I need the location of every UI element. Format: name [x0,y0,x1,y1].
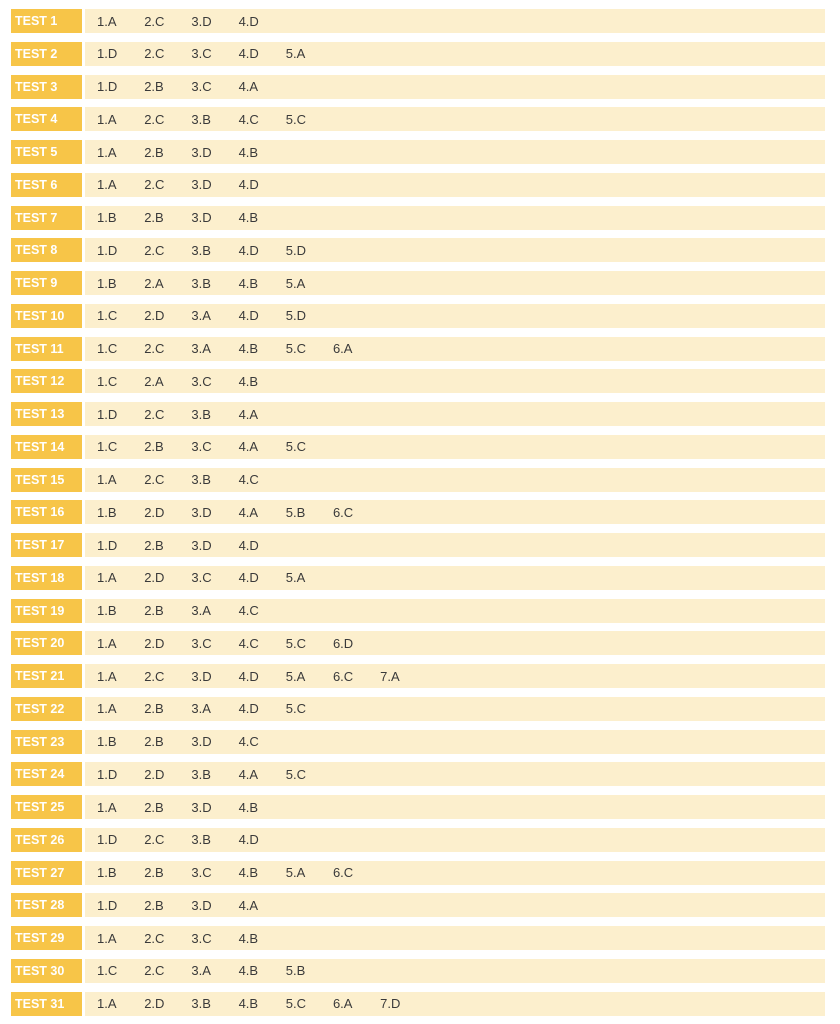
answer-item: 4.B [238,373,259,389]
answer-item: 1.A [97,996,117,1011]
answer-item: 4.D [238,242,259,258]
answer-item: 2.C [144,930,165,946]
answer-item: 3.D [191,177,212,193]
answer-item: 4.D [238,537,259,553]
answer-list [85,206,825,230]
answer-item: 3.B [191,832,211,848]
answer-item: 1.D [97,766,118,782]
answer-item: 3.C [191,46,212,62]
answer-item: 4.D [238,46,259,62]
answer-item: 2.B [144,701,164,717]
answer-item: 5.B [285,504,306,520]
answer-item: 4.B [238,144,259,160]
test-row [11,828,825,852]
answer-item: 1.A [97,144,117,160]
test-label: TEST 18 [11,566,82,590]
answer-item: 1.A [97,701,117,717]
answer-item: 5.A [285,46,306,62]
answer-item: 3.B [191,766,211,782]
answer-list [85,140,825,164]
answer-list [85,762,825,786]
answer-list [85,500,825,524]
answer-item: 1.A [97,570,117,586]
answer-item: 3.D [191,144,212,160]
answer-item: 5.A [285,570,306,586]
test-row [11,75,825,99]
answer-item: 2.D [144,570,165,586]
answer-item: 3.D [191,734,212,749]
answer-item: 1.D [97,46,118,62]
test-label: TEST 4 [11,107,82,131]
answer-item: 2.B [144,439,164,455]
answer-item: 4.A [238,897,259,913]
test-label: TEST 29 [11,926,82,950]
answer-item: 1.D [97,537,118,553]
answer-item: 4.C [238,635,259,651]
answer-item: 5.C [285,111,306,127]
test-label: TEST 21 [11,664,82,688]
answer-list [85,631,825,655]
answer-item: 2.B [144,799,164,815]
answer-item: 3.B [191,275,211,291]
test-label: TEST 3 [11,75,82,99]
test-label: TEST 2 [11,42,82,66]
answer-list [85,566,825,590]
answer-item: 1.A [97,13,117,29]
answer-item: 4.A [238,439,259,455]
answer-item: 3.B [191,242,211,258]
test-row [11,664,825,688]
answer-item: 4.D [238,832,259,848]
answer-item: 3.D [191,537,212,553]
answer-item: 3.A [191,701,211,717]
test-row [11,697,825,721]
test-row [11,992,825,1016]
test-label: TEST 15 [11,468,82,492]
answer-item: 3.D [191,210,212,225]
answer-item: 2.C [144,963,165,979]
test-label: TEST 11 [11,337,82,361]
test-row [11,107,825,131]
answer-list [85,42,825,66]
answer-item: 7.A [380,668,400,684]
test-row [11,435,825,459]
answer-item: 2.B [144,144,164,160]
answer-item: 3.C [191,79,212,94]
answer-item: 4.C [238,734,259,749]
answer-list [85,173,825,197]
answer-item: 1.C [97,373,118,389]
test-row [11,861,825,885]
answer-item: 1.A [97,472,117,487]
answer-item: 2.C [144,177,165,193]
answer-item: 5.C [285,439,306,455]
answer-item: 3.D [191,799,212,815]
answer-item: 3.B [191,472,211,487]
answer-item: 2.C [144,111,165,127]
answer-item: 3.C [191,865,212,880]
answer-item: 5.D [285,308,306,324]
test-label: TEST 6 [11,173,82,197]
answer-item: 5.A [285,275,306,291]
answer-item: 2.D [144,996,165,1011]
answer-item: 3.D [191,504,212,520]
test-label: TEST 5 [11,140,82,164]
answer-item: 4.B [238,341,259,356]
answer-list [85,75,825,99]
answer-item: 4.D [238,668,259,684]
answer-item: 4.B [238,799,259,815]
answer-item: 1.A [97,635,117,651]
answer-list [85,9,825,33]
answer-item: 6.A [332,341,353,356]
test-row [11,599,825,623]
answer-item: 2.B [144,603,164,618]
test-row [11,566,825,590]
answer-list [85,402,825,426]
answer-list [85,599,825,623]
test-row [11,762,825,786]
answer-item: 6.C [332,865,354,880]
answer-item: 1.D [97,406,118,422]
answer-list [85,664,825,688]
test-label: TEST 22 [11,697,82,721]
test-label: TEST 20 [11,631,82,655]
test-label: TEST 27 [11,861,82,885]
answer-item: 6.D [332,635,354,651]
answer-item: 1.C [97,439,118,455]
answer-item: 3.D [191,668,212,684]
test-row [11,304,825,328]
answer-item: 2.C [144,832,165,848]
answer-item: 1.D [97,79,118,94]
answer-item: 6.C [332,668,354,684]
answer-item: 4.A [238,504,259,520]
answer-item: 4.B [238,963,259,979]
answer-item: 4.B [238,996,259,1011]
test-label: TEST 14 [11,435,82,459]
answer-item: 3.C [191,930,212,946]
answer-item: 3.A [191,308,211,324]
test-row [11,631,825,655]
answer-item: 2.C [144,242,165,258]
test-row [11,926,825,950]
answer-item: 5.C [285,341,306,356]
test-label: TEST 19 [11,599,82,623]
answer-item: 5.C [285,996,306,1011]
answer-list [85,107,825,131]
answer-key-table [11,9,825,1024]
answer-list [85,893,825,917]
answer-list [85,730,825,754]
answer-item: 1.D [97,832,118,848]
test-row [11,959,825,983]
answer-item: 5.A [285,668,306,684]
answer-item: 4.C [238,603,259,618]
test-row [11,730,825,754]
answer-item: 3.A [191,963,211,979]
test-label: TEST 13 [11,402,82,426]
test-row [11,893,825,917]
answer-list [85,337,825,361]
answer-list [85,435,825,459]
answer-item: 1.D [97,897,118,913]
answer-item: 2.B [144,734,164,749]
answer-item: 4.D [238,13,259,29]
test-label: TEST 17 [11,533,82,557]
answer-item: 2.B [144,210,164,225]
answer-item: 1.A [97,930,117,946]
test-row [11,337,825,361]
answer-list [85,304,825,328]
answer-item: 4.C [238,472,259,487]
answer-item: 3.B [191,406,211,422]
test-label: TEST 9 [11,271,82,295]
answer-item: 2.D [144,766,165,782]
answer-list [85,533,825,557]
answer-item: 4.D [238,570,259,586]
test-label: TEST 10 [11,304,82,328]
answer-item: 1.B [97,504,117,520]
test-row [11,533,825,557]
test-row [11,140,825,164]
answer-item: 1.B [97,210,117,225]
answer-item: 6.C [332,504,354,520]
answer-item: 1.B [97,603,117,618]
answer-item: 1.D [97,242,118,258]
answer-item: 3.C [191,635,212,651]
answer-item: 3.D [191,897,212,913]
answer-list [85,697,825,721]
answer-item: 4.C [238,111,259,127]
answer-item: 3.A [191,341,211,356]
test-label: TEST 16 [11,500,82,524]
test-label: TEST 1 [11,9,82,33]
answer-list [85,795,825,819]
answer-item: 4.B [238,865,259,880]
answer-item: 1.C [97,308,118,324]
test-row [11,500,825,524]
answer-item: 5.D [285,242,306,258]
answer-list [85,369,825,393]
answer-item: 1.B [97,865,117,880]
test-label: TEST 8 [11,238,82,262]
answer-item: 4.A [238,406,259,422]
answer-list [85,828,825,852]
answer-item: 2.C [144,341,165,356]
test-row [11,271,825,295]
answer-item: 1.A [97,111,117,127]
answer-item: 3.C [191,373,212,389]
test-row [11,402,825,426]
answer-item: 2.C [144,46,165,62]
answer-item: 1.B [97,734,117,749]
answer-item: 1.A [97,177,117,193]
test-row [11,9,825,33]
answer-item: 2.C [144,406,165,422]
answer-item: 4.D [238,308,259,324]
answer-item: 5.C [285,766,306,782]
answer-item: 1.A [97,668,117,684]
answer-item: 2.B [144,537,164,553]
answer-item: 7.D [380,996,401,1011]
answer-item: 1.C [97,963,118,979]
answer-item: 4.B [238,275,259,291]
answer-item: 2.B [144,865,164,880]
answer-item: 4.A [238,79,259,94]
test-row [11,206,825,230]
answer-item: 2.D [144,308,165,324]
answer-item: 2.C [144,668,165,684]
answer-list [85,926,825,950]
answer-list [85,468,825,492]
test-row [11,42,825,66]
test-label: TEST 25 [11,795,82,819]
answer-item: 3.C [191,439,212,455]
test-label: TEST 30 [11,959,82,983]
answer-item: 4.D [238,701,259,717]
answer-item: 2.D [144,635,165,651]
answer-item: 4.B [238,210,259,225]
answer-item: 1.B [97,275,117,291]
answer-item: 4.D [238,177,259,193]
test-row [11,468,825,492]
answer-item: 3.D [191,13,212,29]
answer-list [85,861,825,885]
answer-item: 3.C [191,570,212,586]
answer-item: 3.A [191,603,211,618]
answer-list [85,959,825,983]
answer-item: 2.B [144,897,164,913]
test-label: TEST 26 [11,828,82,852]
answer-item: 2.C [144,472,165,487]
answer-item: 2.C [144,13,165,29]
answer-list [85,271,825,295]
test-label: TEST 12 [11,369,82,393]
answer-item: 3.B [191,111,211,127]
answer-item: 5.A [285,865,306,880]
test-row [11,238,825,262]
test-label: TEST 31 [11,992,82,1016]
answer-list [85,992,825,1016]
answer-item: 3.B [191,996,211,1011]
answer-item: 2.D [144,504,165,520]
test-label: TEST 24 [11,762,82,786]
answer-item: 5.C [285,701,306,717]
answer-item: 1.C [97,341,118,356]
answer-item: 4.A [238,766,259,782]
test-row [11,795,825,819]
test-label: TEST 7 [11,206,82,230]
answer-item: 2.A [144,373,164,389]
answer-item: 1.A [97,799,117,815]
answer-item: 5.B [285,963,306,979]
answer-item: 5.C [285,635,306,651]
test-row [11,369,825,393]
answer-list [85,238,825,262]
test-label: TEST 28 [11,893,82,917]
answer-item: 6.A [332,996,353,1011]
answer-item: 4.B [238,930,259,946]
test-row [11,173,825,197]
answer-item: 2.A [144,275,164,291]
answer-item: 2.B [144,79,164,94]
test-label: TEST 23 [11,730,82,754]
